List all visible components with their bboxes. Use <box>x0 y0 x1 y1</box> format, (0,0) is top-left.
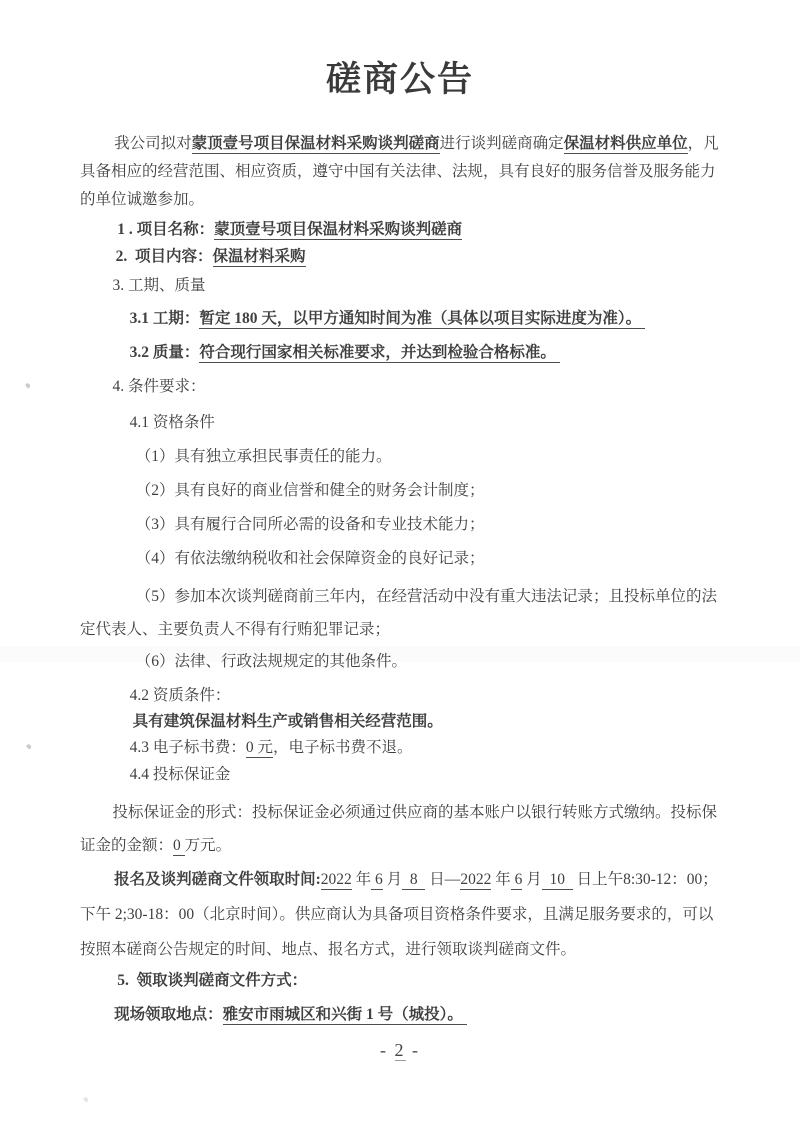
document-content <box>80 0 720 1064</box>
deposit-paragraph <box>80 796 720 862</box>
item31-label: 3.1 工期： <box>129 310 200 327</box>
page-number-dash-left: - <box>380 1040 395 1060</box>
intro-paragraph <box>80 130 720 214</box>
item32-label: 3.2 质量： <box>129 344 200 361</box>
condition-4: （4）有依法缴纳税收和社会保障资金的良好记录； <box>135 550 485 567</box>
schedule-sep4: 年 <box>491 871 511 888</box>
section-pickup-method-heading: 5. 领取谈判磋商文件方式： <box>117 972 308 989</box>
deposit-text: 投标保证金的形式：投标保证金必须通过供应商的基本账户以银行转账方式缴纳。投标保证金的金额： <box>80 804 718 854</box>
item1-value-underlined: 蒙顶壹号项目保温材料采购谈判磋商 <box>214 221 463 238</box>
condition-1: （1）具有独立承担民事责任的能力。 <box>135 448 392 465</box>
intro-text-mid: 进行谈判磋商确定 <box>439 135 564 152</box>
schedule-day2-underlined: 10 <box>541 871 573 888</box>
condition-2: （2）具有良好的商业信誉和健全的财务会计制度； <box>135 482 485 499</box>
schedule-sep1: 年 <box>351 871 372 888</box>
deposit-unit: 万元。 <box>184 837 232 854</box>
item43-rest: ，电子标书费不退。 <box>273 739 413 756</box>
item43-fee-underlined: 0 元 <box>245 739 273 756</box>
pickup-location <box>114 1001 720 1028</box>
section-duration-quality-heading: 3. 工期、质量 <box>112 277 206 294</box>
schedule-sep2: 月 <box>382 871 403 888</box>
schedule-month2-underlined: 6 <box>510 871 523 888</box>
item32-value-underlined: 符合现行国家相关标准要求，并达到检验合格标准。 <box>199 344 560 361</box>
schedule-paragraph <box>80 862 720 967</box>
pickup-value-underlined: 雅安市雨城区和兴街 1 号（城投）。 <box>222 1006 467 1023</box>
item-quality <box>130 339 720 366</box>
item2-value-underlined: 保温材料采购 <box>212 248 306 265</box>
condition-5: （5）参加本次谈判磋商前三年内，在经营活动中没有重大违法记录；且投标单位的法定代表人、主要负责人不得有行贿犯罪记录； <box>80 588 718 638</box>
page-number-value: 2 <box>394 1040 406 1060</box>
item-duration <box>130 305 720 332</box>
supplier-term-underlined: 保温材料供应单位 <box>563 135 688 152</box>
pickup-label: 现场领取地点： <box>114 1006 223 1023</box>
schedule-label: 报名及谈判磋商文件领取时间: <box>114 871 321 888</box>
scan-artifact <box>83 1096 89 1102</box>
subsection-credentials-heading: 4.2 资质条件： <box>129 687 231 704</box>
condition-3: （3）具有履行合同所必需的设备和专业技术能力； <box>135 516 485 533</box>
intro-text-pre: 我公司拟对 <box>114 135 192 152</box>
credentials-requirement: 具有建筑保温材料生产或销售相关经营范围。 <box>132 713 443 730</box>
schedule-month1-underlined: 6 <box>371 871 383 888</box>
schedule-body: 日上午8:30-12：00；下午 2;30-18：00（北京时间）。供应商认为具备项目资格条件要求，且满足服务要求的，可以按照本磋商公告规定的时间、地点、报名方式，进行领取谈判磋商文件。 <box>80 871 718 958</box>
page-title: 磋商公告 <box>325 60 474 99</box>
scan-artifact <box>25 382 31 388</box>
schedule-sep5: 月 <box>522 871 542 888</box>
page-number <box>80 1037 720 1064</box>
page-number-dash-right: - <box>405 1040 420 1060</box>
schedule-year2-underlined: 2022 <box>460 871 492 888</box>
item-project-name <box>117 216 720 243</box>
intro-text-post: ，凡具备相应的经营范围、相应资质，遵守中国有关法律、法规，具有良好的服务信誉及服务能力的单位诚邀参加。 <box>80 135 719 208</box>
item31-value-underlined: 暂定 180 天，以甲方通知时间为准（具体以项目实际进度为准）。 <box>199 310 645 327</box>
subsection-bid-deposit-heading: 4.4 投标保证金 <box>129 766 231 783</box>
item-document-fee <box>130 735 720 761</box>
section-requirements-heading: 4. 条件要求： <box>112 378 206 395</box>
item2-label: 2. 项目内容： <box>115 248 213 265</box>
schedule-day1-underlined: 8 <box>402 871 426 888</box>
condition-6: （6）法律、行政法规规定的其他条件。 <box>135 653 408 670</box>
item43-label: 4.3 电子标书费： <box>129 739 246 756</box>
project-name-underlined: 蒙顶壹号项目保温材料采购谈判磋商 <box>191 135 440 152</box>
deposit-amount-underlined: 0 <box>173 837 185 854</box>
scan-artifact <box>26 743 32 749</box>
item-project-content <box>116 243 720 270</box>
schedule-sep3: 日— <box>425 871 461 888</box>
subsection-qualification-heading: 4.1 资格条件 <box>129 414 215 431</box>
schedule-year1-underlined: 2022 <box>320 871 352 888</box>
item1-label: 1 . 项目名称： <box>117 221 215 238</box>
